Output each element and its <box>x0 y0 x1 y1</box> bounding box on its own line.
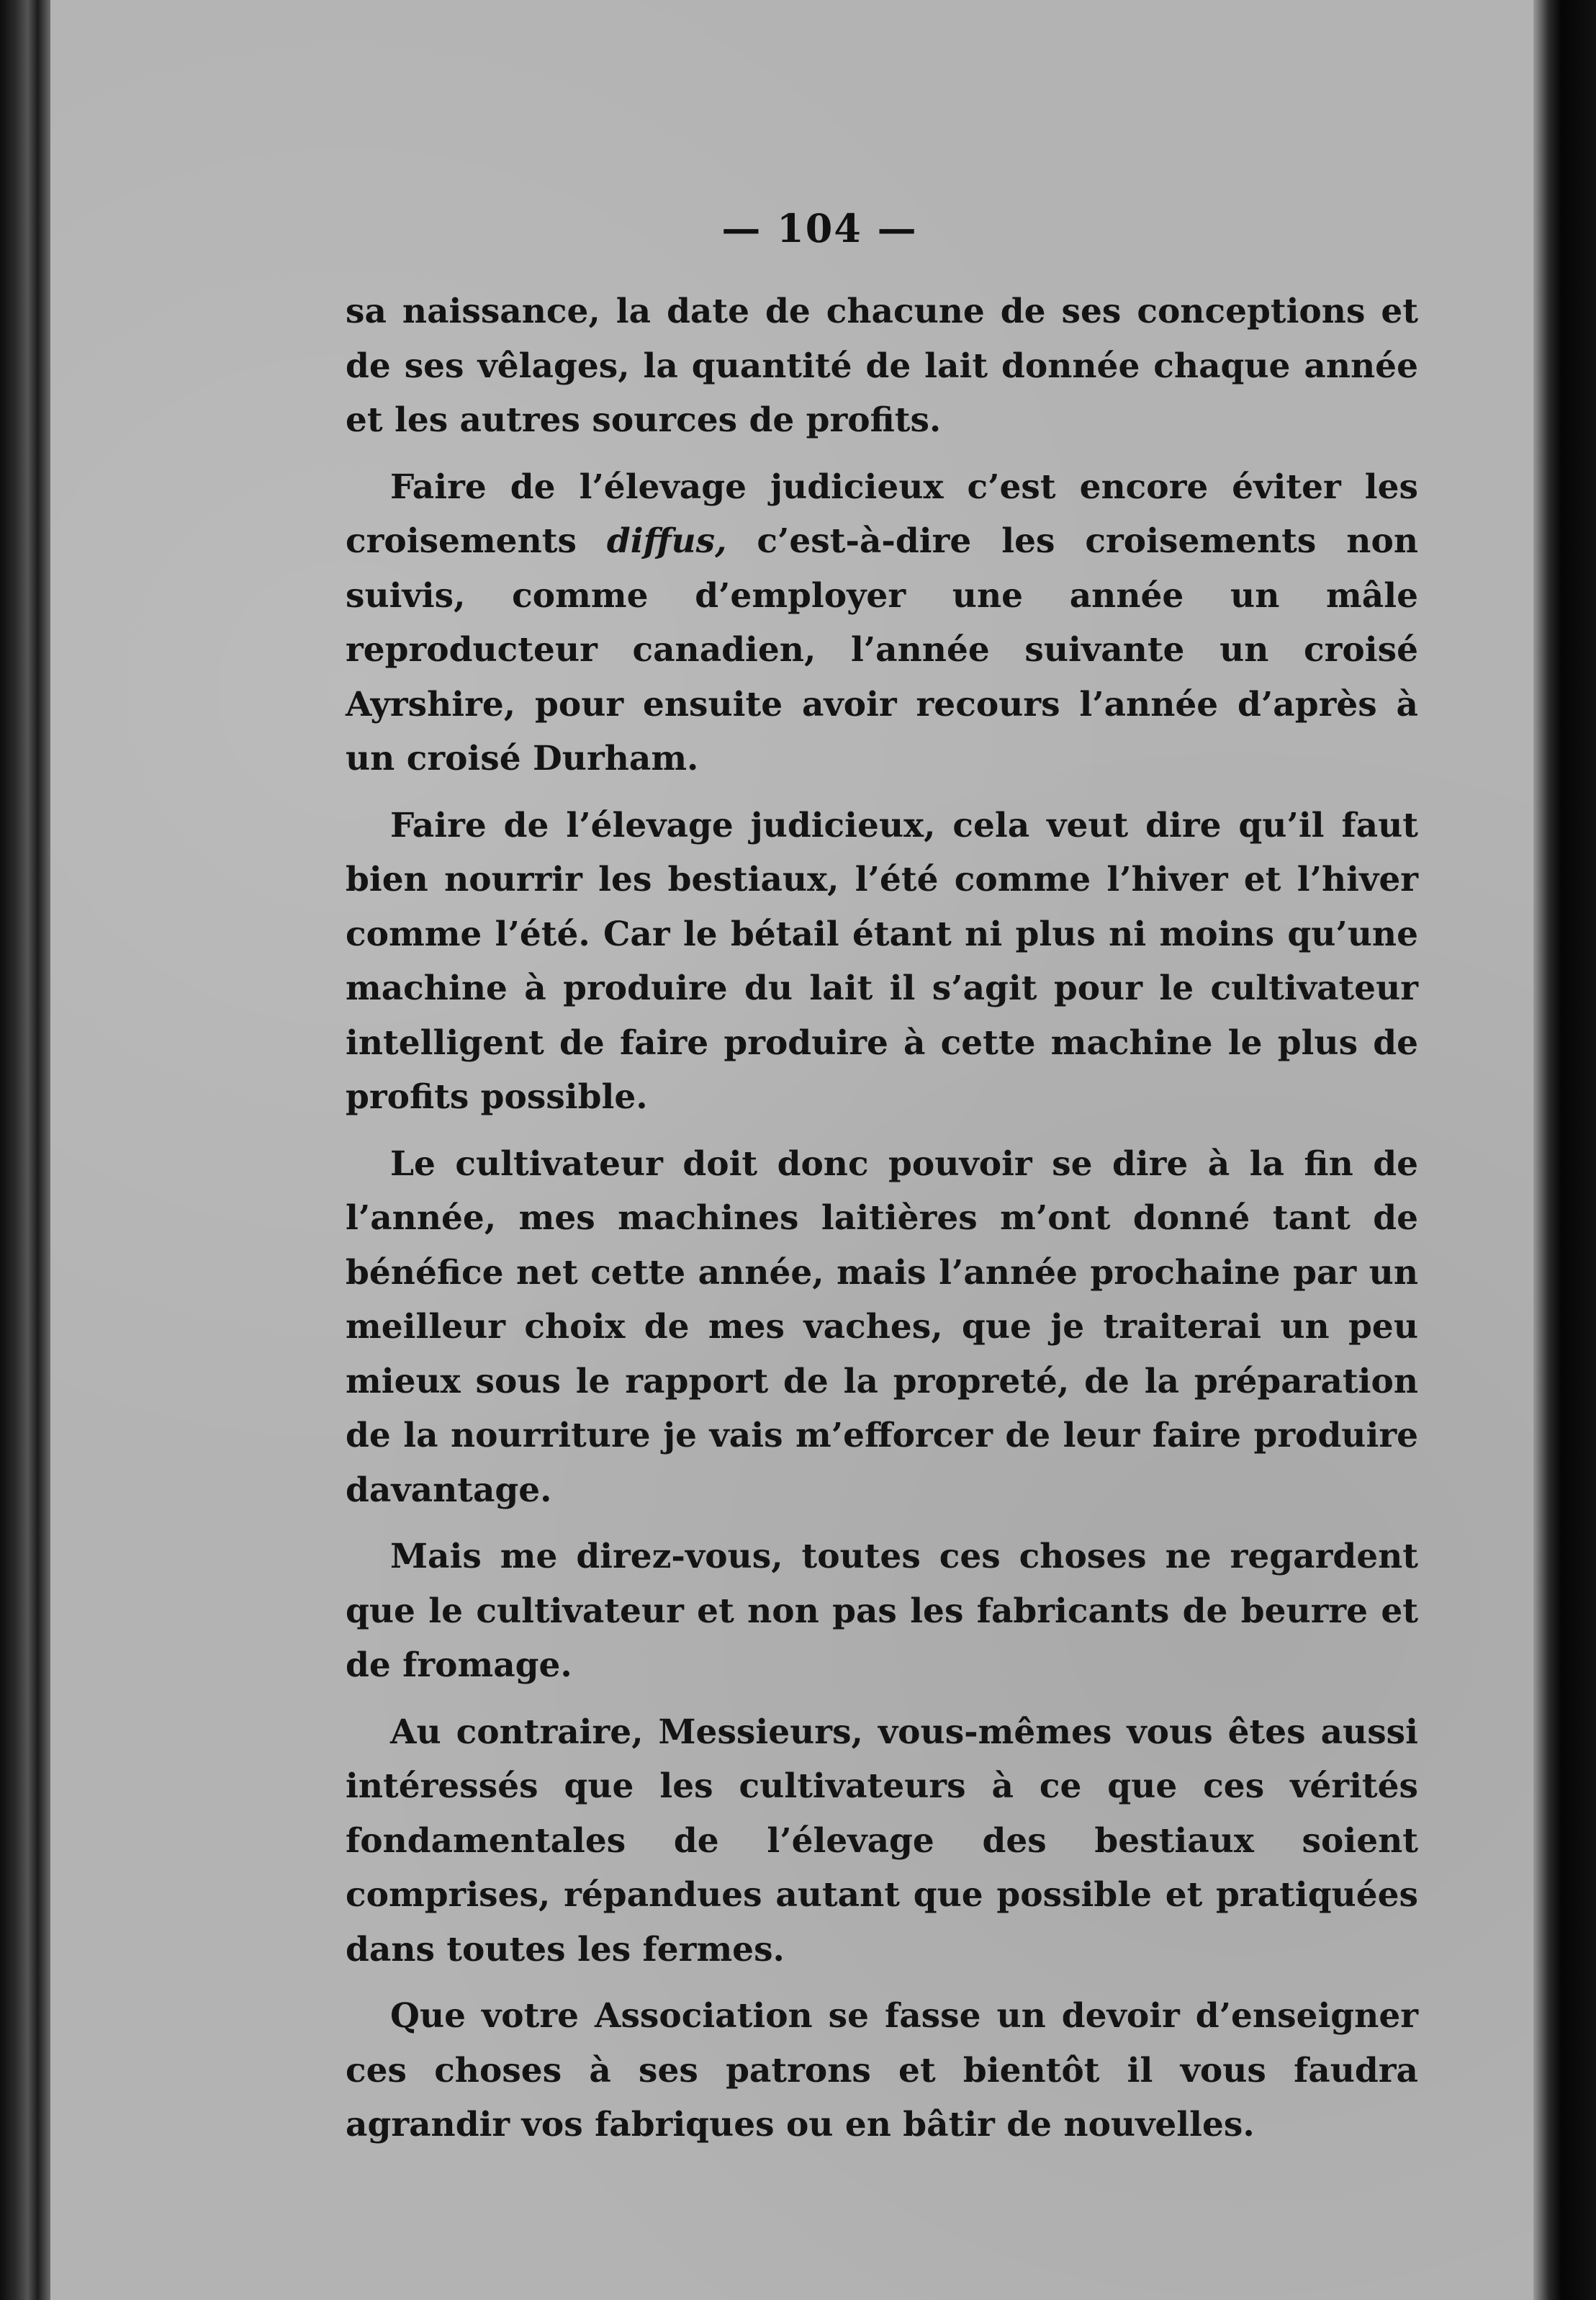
paragraph-2 <box>346 460 1418 786</box>
paragraph-2-emphasis: diffus, <box>606 521 727 561</box>
paragraph-6: Au contraire, Messieurs, vous-mêmes vous êtes aussi intéressés que les cultivateurs à ce que ces vérités fondamentales de l’élevage des bestiaux soient comprises, répandues autant que possible et pratiquées dans toutes les fermes. <box>346 1712 1418 1969</box>
paragraph-5: Mais me direz-vous, toutes ces choses ne regardent que le cultivateur et non pas les fabricants de beurre et de fromage. <box>346 1537 1418 1685</box>
paragraph-4: Le cultivateur doit donc pouvoir se dire à la fin de l’année, mes machines laitières m’ont donné tant de bénéfice net cette année, mais l’année prochaine par un meilleur choix de mes vaches, que je traiterai un peu mieux sous le rapport de la propreté, de la préparation de la nourriture je vais m’efforcer de leur faire produire davantage. <box>346 1144 1418 1510</box>
book-spine-shadow <box>0 0 50 2300</box>
paragraph-2-before: Faire de l’élevage judicieux c’est encore éviter les croisements <box>346 467 1418 561</box>
paragraph-3: Faire de l’élevage judicieux, cela veut dire qu’il faut bien nourrir les bestiaux, l’été comme l’hiver et l’hiver comme l’été. Car le bétail étant ni plus ni moins qu’une machine à produire du lait il s’agit pour le cultivateur intelligent de faire produire à cette machine le plus de profits possible. <box>346 805 1418 1117</box>
body-text <box>346 284 1418 2165</box>
paragraph-2-after: c’est-à-dire les croisements non suivis, comme d’employer une année un mâle reproducteur canadien, l’année suivante un croisé Ayrshire, pour ensuite avoir recours l’année d’après à un croisé Durham. <box>346 521 1418 778</box>
page-number: — 104 — <box>721 205 918 251</box>
paragraph-1: sa naissance, la date de chacune de ses conceptions et de ses vêlages, la quantité de lait donnée chaque année et les autres sources de profits. <box>346 292 1418 440</box>
page-edge-shadow <box>1533 0 1596 2300</box>
paragraph-7: Que votre Association se fasse un devoir d’enseigner ces choses à ses patrons et bientôt il vous faudra agrandir vos fabriques ou en bâtir de nouvelles. <box>346 1996 1418 2144</box>
